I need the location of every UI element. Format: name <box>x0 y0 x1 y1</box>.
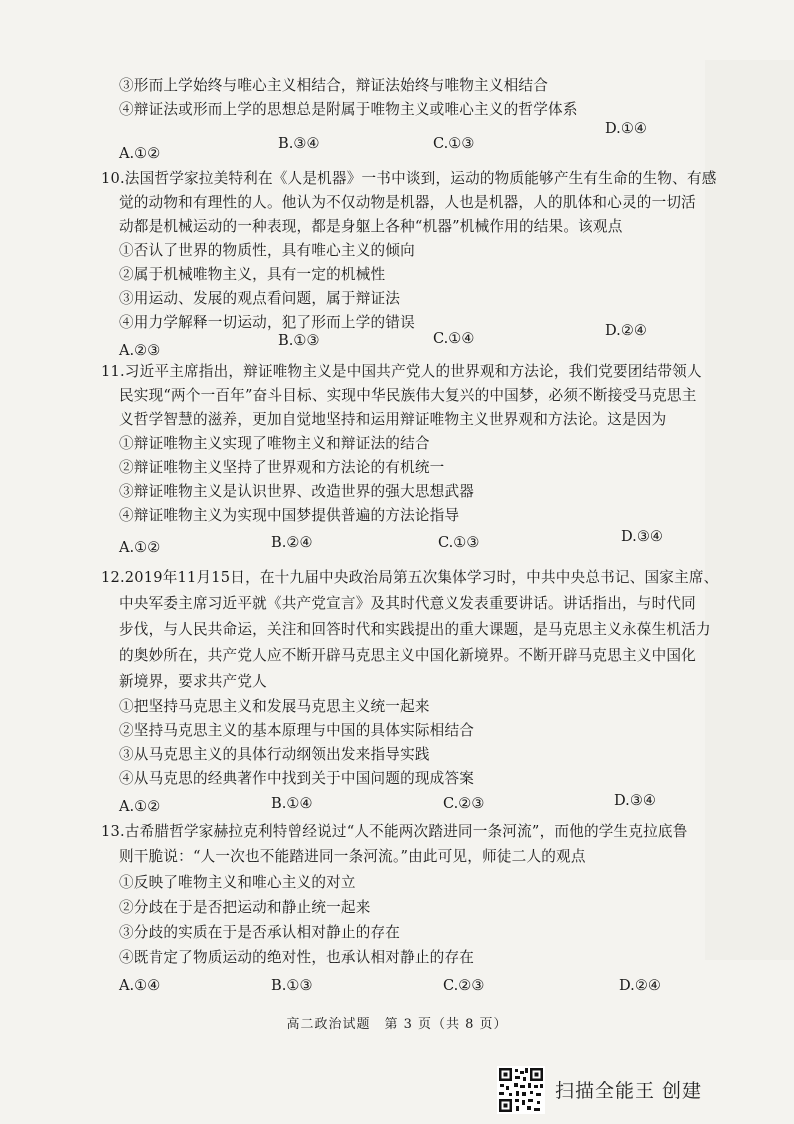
q10-statement-1: ①否认了世界的物质性，具有唯心主义的倾向 <box>119 242 415 259</box>
q10-option-b: B.①③ <box>278 332 320 349</box>
q11-option-b: B.②④ <box>271 534 313 551</box>
q13-option-b: B.①③ <box>271 977 313 994</box>
q11-option-c: C.①③ <box>438 534 480 551</box>
q11-statement-4: ④辩证唯物主义为实现中国梦提供普遍的方法论指导 <box>119 507 460 524</box>
q12-stem-line-2: 中央军委主席习近平就《共产党宣言》及其时代意义发表重要讲话。讲话指出，与时代同 <box>119 595 696 612</box>
q11-option-d: D.③④ <box>621 528 663 545</box>
q12-option-a: A.①② <box>119 798 161 815</box>
q10-statement-4: ④用力学解释一切运动，犯了形而上学的错误 <box>119 314 415 331</box>
bleed-through-shade <box>705 60 794 960</box>
scanner-label: 扫描全能王 创建 <box>555 1080 703 1102</box>
q11-stem-line-2: 民实现“两个一百年”奋斗目标、实现中华民族伟大复兴的中国梦，必须不断接受马克思主 <box>119 387 697 404</box>
q11-stem-line-3: 义哲学智慧的滋养，更加自觉地坚持和运用辩证唯物主义世界观和方法论。这是因为 <box>119 411 667 428</box>
q11-statement-3: ③辩证唯物主义是认识世界、改造世界的强大思想武器 <box>119 483 475 500</box>
q13-option-d: D.②④ <box>619 977 661 994</box>
q10-statement-2: ②属于机械唯物主义，具有一定的机械性 <box>119 266 386 283</box>
q11-statement-2: ②辩证唯物主义坚持了世界观和方法论的有机统一 <box>119 459 445 476</box>
qr-code-icon <box>497 1066 545 1114</box>
page-footer: 高二政治试题 第 3 页（共 8 页） <box>286 1017 508 1032</box>
top-statement-4: ④辩证法或形而上学的思想总是附属于唯物主义或唯心主义的哲学体系 <box>119 101 578 118</box>
q10-stem-line-1: 10.法国哲学家拉美特利在《人是机器》一书中谈到，运动的物质能够产生有生命的生物、有感 <box>101 170 717 187</box>
q11-stem-line-1: 11.习近平主席指出，辩证唯物主义是中国共产党人的世界观和方法论，我们党要团结带领人 <box>101 363 702 380</box>
q12-stem-line-5: 新境界，要求共产党人 <box>119 673 267 690</box>
q10-stem-line-2: 觉的动物和有理性的人。他认为不仅动物是机器，人也是机器，人的肌体和心灵的一切活 <box>119 194 696 211</box>
q12-stem-line-4: 的奥妙所在，共产党人应不断开辟马克思主义中国化新境界。不断开辟马克思主义中国化 <box>119 647 696 664</box>
scanner-watermark <box>497 1066 727 1120</box>
q12-statement-3: ③从马克思主义的具体行动纲领出发来指导实践 <box>119 746 430 763</box>
top-option-a: A.①② <box>119 145 161 162</box>
q13-statement-4: ④既肯定了物质运动的绝对性，也承认相对静止的存在 <box>119 949 475 966</box>
q13-statement-1: ①反映了唯物主义和唯心主义的对立 <box>119 874 356 891</box>
q12-option-c: C.②③ <box>443 795 485 812</box>
q11-statement-1: ①辩证唯物主义实现了唯物主义和辩证法的结合 <box>119 435 430 452</box>
top-option-b: B.③④ <box>278 135 320 152</box>
q12-stem-line-1: 12.2019年11月15日，在十九届中央政治局第五次集体学习时，中共中央总书记、国家主席、 <box>101 569 719 586</box>
q12-option-d: D.③④ <box>614 792 656 809</box>
q12-option-b: B.①④ <box>271 795 313 812</box>
q13-option-c: C.②③ <box>443 977 485 994</box>
q13-stem-line-1: 13.古希腊哲学家赫拉克利特曾经说过“人不能两次踏进同一条河流”，而他的学生克拉底鲁 <box>101 823 688 840</box>
q13-statement-2: ②分歧在于是否把运动和静止统一起来 <box>119 899 371 916</box>
q13-statement-3: ③分歧的实质在于是否承认相对静止的存在 <box>119 924 401 941</box>
q12-stem-line-3: 步伐，与人民共命运，关注和回答时代和实践提出的重大课题，是马克思主义永葆生机活力 <box>119 621 711 638</box>
q10-option-d: D.②④ <box>605 322 647 339</box>
q10-stem-line-3: 动都是机械运动的一种表现，都是身躯上各种“机器”机械作用的结果。该观点 <box>119 218 623 235</box>
q13-stem-line-2: 则干脆说：“人一次也不能踏进同一条河流。”由此可见，师徒二人的观点 <box>119 848 586 865</box>
q11-option-a: A.①② <box>119 539 161 556</box>
top-option-d: D.①④ <box>605 120 647 137</box>
q12-statement-4: ④从马克思的经典著作中找到关于中国问题的现成答案 <box>119 770 475 787</box>
q10-option-c: C.①④ <box>433 330 475 347</box>
q12-statement-1: ①把坚持马克思主义和发展马克思主义统一起来 <box>119 698 430 715</box>
q13-option-a: A.①④ <box>119 977 161 994</box>
q10-statement-3: ③用运动、发展的观点看问题，属于辩证法 <box>119 290 401 307</box>
q12-statement-2: ②坚持马克思主义的基本原理与中国的具体实际相结合 <box>119 722 475 739</box>
top-statement-3: ③形而上学始终与唯心主义相结合，辩证法始终与唯物主义相结合 <box>119 77 549 94</box>
top-option-c: C.①③ <box>433 135 475 152</box>
q10-option-a: A.②③ <box>119 342 161 359</box>
